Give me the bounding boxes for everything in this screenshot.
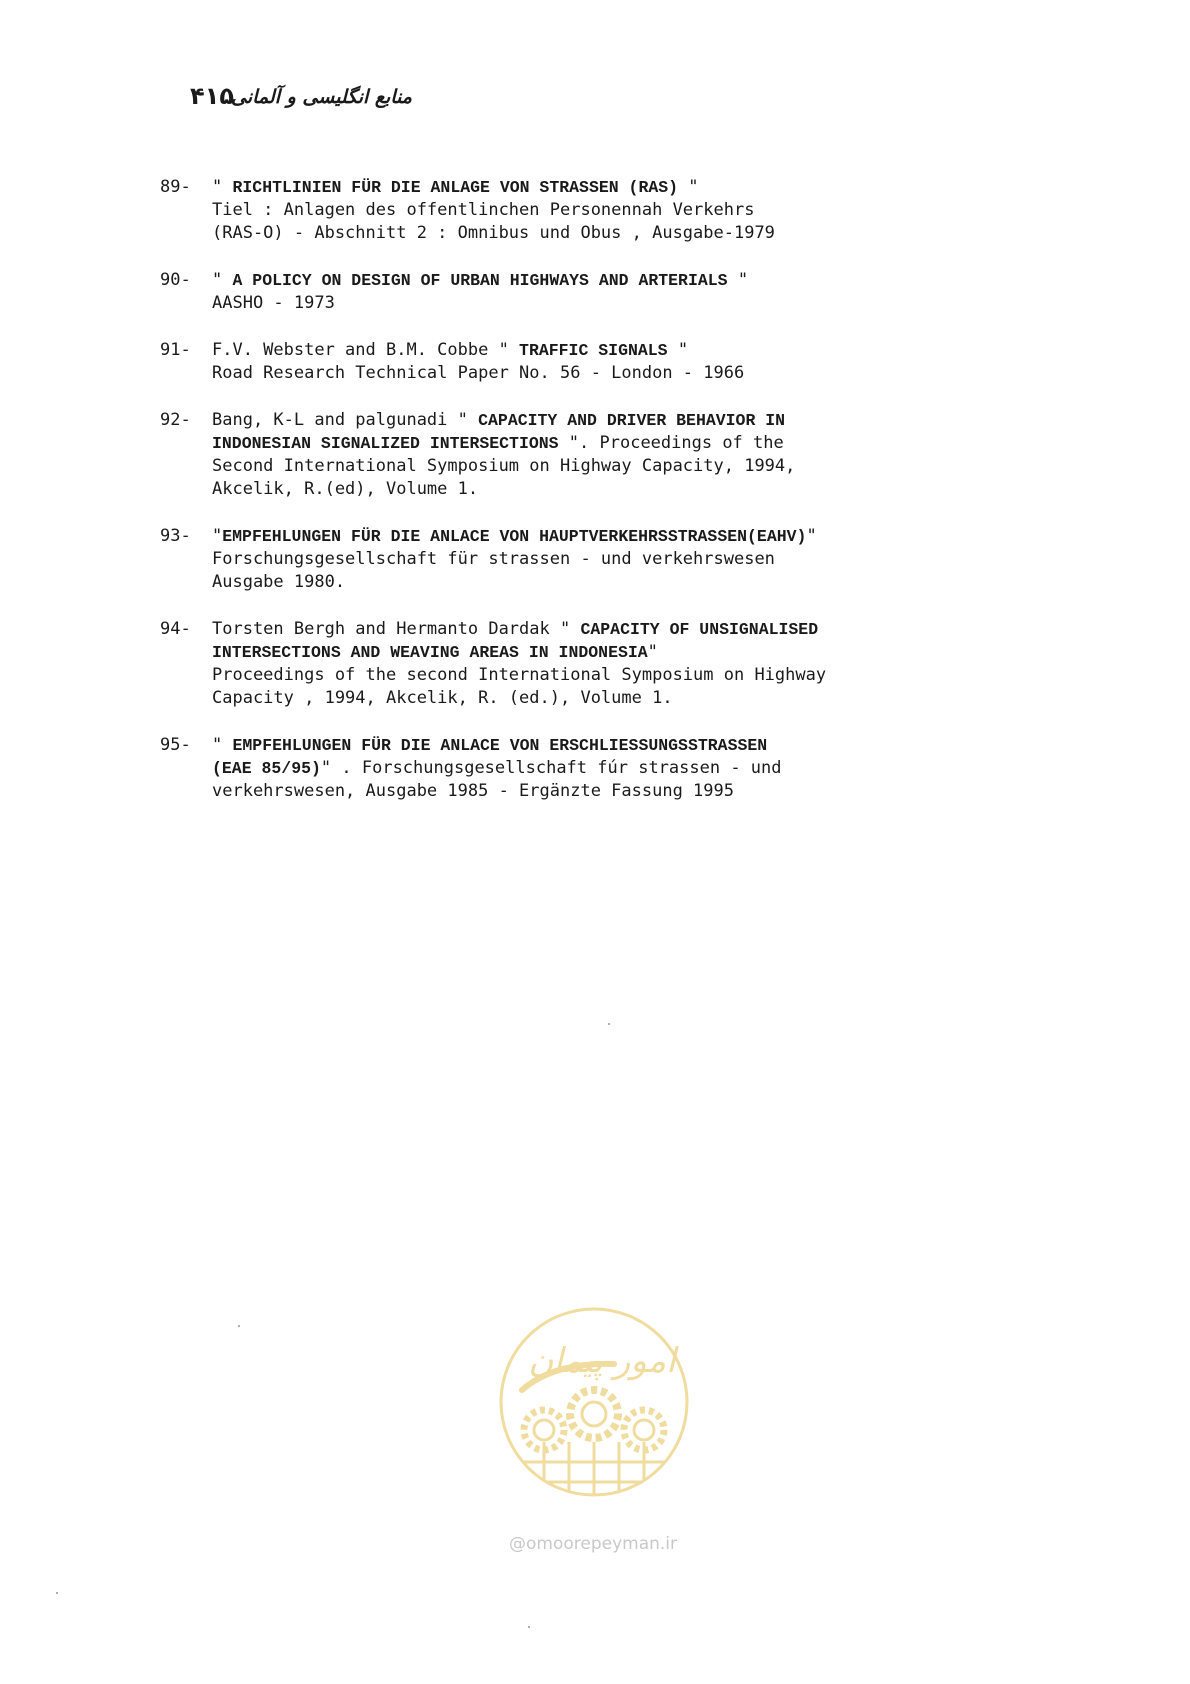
reference-title-segment: (EAE 85/95) (212, 759, 321, 778)
reference-number: 92- (160, 410, 191, 430)
reference-text-segment: Road Research Technical Paper No. 56 - London - 1966 (212, 363, 745, 383)
reference-line (212, 455, 990, 478)
reference-line (212, 525, 990, 548)
reference-text-segment: " (667, 340, 689, 360)
reference-entry (160, 525, 990, 594)
reference-line (212, 571, 990, 594)
reference-number: 95- (160, 735, 191, 755)
reference-list (160, 176, 990, 827)
reference-line (212, 548, 990, 571)
at-icon: @ (508, 1534, 526, 1554)
reference-text (212, 409, 990, 501)
reference-text-segment: " (212, 526, 223, 546)
reference-entry (160, 269, 990, 315)
reference-number: 90- (160, 270, 191, 290)
reference-text-segment: Tiel : Anlagen des offentlinchen Personennah Verkehrs (212, 200, 755, 220)
reference-text-segment: Akcelik, R.(ed), Volume 1. (212, 479, 479, 499)
reference-text (212, 525, 990, 594)
reference-line (212, 757, 990, 780)
reference-text (212, 618, 990, 710)
reference-title-segment: EMPFEHLUNGEN FÜR DIE ANLACE VON HAUPTVERKEHRSSTRASSEN(EAHV) (222, 527, 807, 546)
reference-text-segment: " (212, 177, 233, 197)
reference-line (212, 362, 990, 385)
reference-title-segment: TRAFFIC SIGNALS (519, 341, 668, 360)
reference-text-segment: (RAS-O) - Abschnitt 2 : Omnibus und Obus , Ausgabe-1979 (212, 223, 775, 243)
reference-text-segment: " . Forschungsgesellschaft fúr strassen - und (320, 758, 782, 778)
reference-entry (160, 176, 990, 245)
scan-speck (608, 1023, 610, 1025)
reference-line (212, 780, 990, 803)
reference-text-segment: " (806, 526, 817, 546)
scan-speck (528, 1626, 530, 1628)
reference-entry (160, 409, 990, 501)
reference-line (212, 664, 990, 687)
reference-text (212, 176, 990, 245)
reference-number: 94- (160, 619, 191, 639)
reference-number: 89- (160, 177, 191, 197)
reference-text-segment: Forschungsgesellschaft für strassen - und verkehrswesen (212, 549, 775, 569)
scan-speck (56, 1592, 58, 1594)
reference-number: 91- (160, 340, 191, 360)
reference-line (212, 409, 990, 432)
reference-line (212, 618, 990, 641)
running-head: منابع انگلیسی و آلمانی (231, 86, 412, 108)
reference-title-segment: CAPACITY AND DRIVER BEHAVIOR IN (478, 411, 786, 430)
reference-line (212, 269, 990, 292)
watermark-url-text: omoorepeyman.ir (525, 1534, 678, 1554)
reference-text-segment: Bang, K-L and palgunadi " (212, 410, 479, 430)
reference-text-segment: " (647, 642, 658, 662)
reference-line (212, 641, 990, 664)
scan-speck (238, 1325, 240, 1327)
reference-line (212, 292, 990, 315)
reference-text-segment: verkehrswesen, Ausgabe 1985 - Ergänzte Fassung 1995 (212, 781, 734, 801)
reference-line (212, 687, 990, 710)
watermark-grid (494, 1442, 694, 1502)
reference-text-segment: " (212, 270, 233, 290)
reference-line (212, 339, 990, 362)
reference-title-segment: A POLICY ON DESIGN OF URBAN HIGHWAYS AND ARTERIALS (232, 271, 728, 290)
reference-text-segment: Capacity , 1994, Akcelik, R. (ed.), Volume 1. (212, 688, 673, 708)
page-number: ۴۱۵ (190, 82, 234, 110)
reference-text (212, 734, 990, 803)
reference-title-segment: RICHTLINIEN FÜR DIE ANLAGE VON STRASSEN (RAS) (232, 178, 679, 197)
reference-title-segment: EMPFEHLUNGEN FÜR DIE ANLACE VON ERSCHLIESSUNGSSTRASSEN (232, 736, 768, 755)
reference-line (212, 222, 990, 245)
gear-icon (570, 1390, 618, 1438)
reference-line (212, 478, 990, 501)
reference-line (212, 432, 990, 455)
reference-title-segment: INTERSECTIONS AND WEAVING AREAS IN INDONESIA (212, 643, 648, 662)
reference-text (212, 269, 990, 315)
watermark-url (493, 1534, 693, 1554)
reference-text-segment: " (678, 177, 699, 197)
reference-text-segment: " (212, 735, 233, 755)
reference-text (212, 339, 990, 385)
reference-text-segment: Proceedings of the second International Symposium on Highway (212, 665, 827, 685)
reference-text-segment: ". Proceedings of the (558, 433, 784, 453)
reference-entry (160, 618, 990, 710)
reference-text-segment: " (727, 270, 749, 290)
reference-line (212, 176, 990, 199)
reference-text-segment: Ausgabe 1980. (212, 572, 346, 592)
reference-entry (160, 734, 990, 803)
reference-number: 93- (160, 526, 191, 546)
reference-title-segment: INDONESIAN SIGNALIZED INTERSECTIONS (212, 434, 559, 453)
watermark-logo-text: امور پیمان (528, 1341, 676, 1381)
reference-line (212, 199, 990, 222)
reference-text-segment: Second International Symposium on Highway Capacity, 1994, (212, 456, 796, 476)
reference-entry (160, 339, 990, 385)
reference-title-segment: CAPACITY OF UNSIGNALISED (580, 620, 819, 639)
reference-text-segment: Torsten Bergh and Hermanto Dardak " (212, 619, 581, 639)
page-header (112, 82, 412, 122)
reference-text-segment: F.V. Webster and B.M. Cobbe " (212, 340, 520, 360)
watermark-logo (494, 1302, 694, 1502)
reference-line (212, 734, 990, 757)
reference-text-segment: AASHO - 1973 (212, 293, 335, 313)
